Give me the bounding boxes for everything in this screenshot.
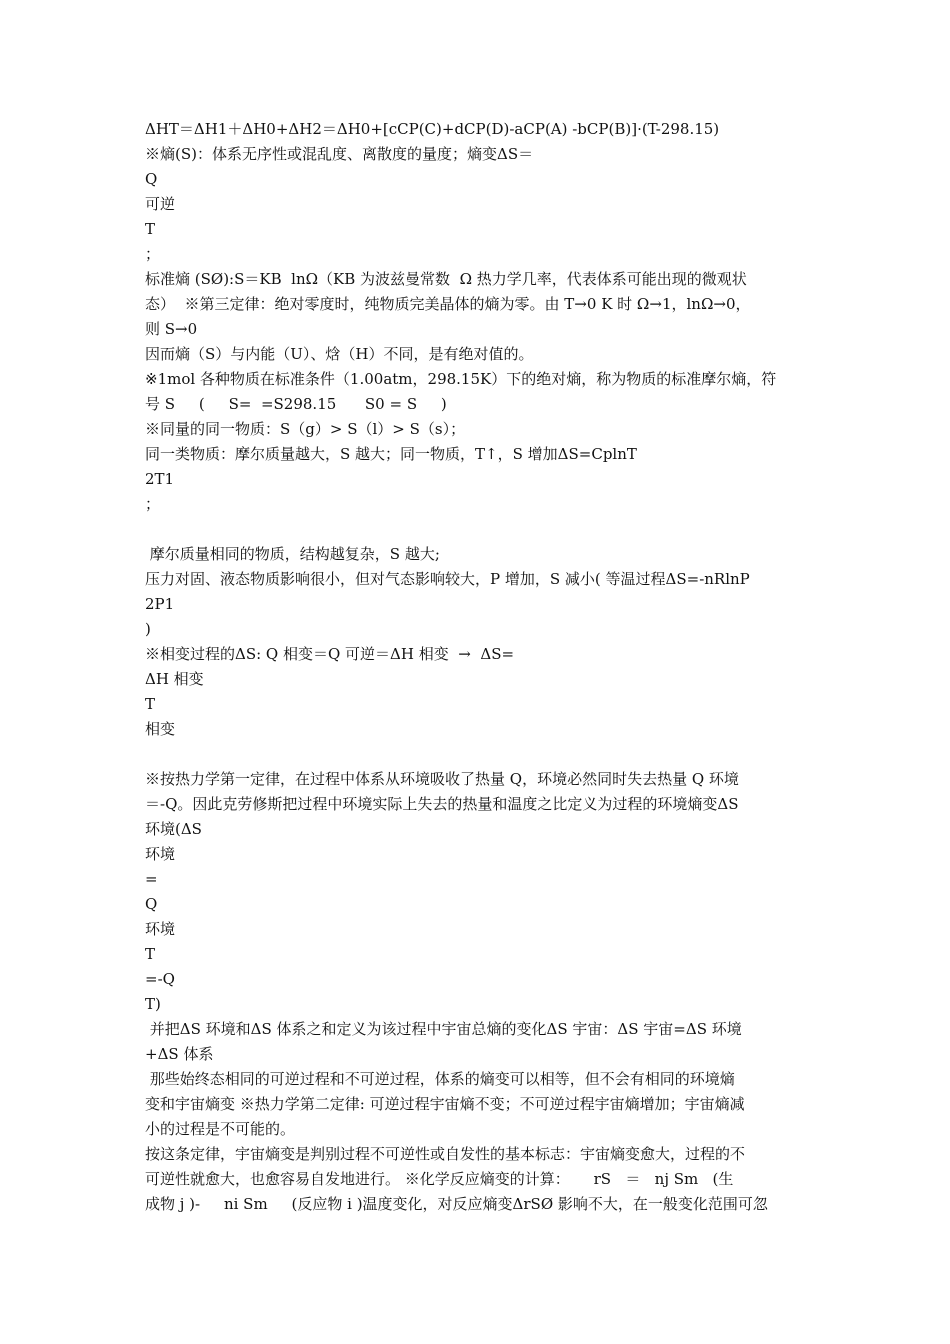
text-line: = — [145, 870, 158, 888]
text-line: +ΔS 体系 — [145, 1045, 214, 1063]
text-line: 压力对固、液态物质影响很小，但对气态影响较大，P 增加，S 减小( 等温过程ΔS=-nRlnP — [145, 570, 750, 588]
text-line: T) — [145, 995, 161, 1013]
paragraph-gap — [145, 742, 810, 767]
text-line: 2T1 — [145, 470, 175, 488]
text-line: 可逆 — [145, 195, 176, 213]
text-line: 同一类物质：摩尔质量越大，S 越大；同一物质，T↑，S 增加ΔS=CplnT — [145, 445, 637, 463]
text-line: ΔH 相变 — [145, 670, 204, 688]
text-line: 小的过程是不可能的。 — [145, 1120, 296, 1138]
text-line: ※按热力学第一定律，在过程中体系从环境吸收了热量 Q，环境必然同时失去热量 Q 环境 — [145, 770, 739, 788]
text-line: 相变 — [145, 720, 176, 738]
text-line: 摩尔质量相同的物质，结构越复杂，S 越大; — [145, 545, 440, 563]
text-line: 并把ΔS 环境和ΔS 体系之和定义为该过程中宇宙总熵的变化ΔS 宇宙：ΔS 宇宙=ΔS 环境 — [145, 1020, 742, 1038]
text-line: T — [145, 695, 156, 713]
text-line: 环境 — [145, 845, 176, 863]
text-line: 那些始终态相同的可逆过程和不可逆过程，体系的熵变可以相等，但不会有相同的环境熵 — [145, 1070, 735, 1088]
text-line: ΔHT＝ΔH1＋ΔH0+ΔH2＝ΔH0+[cCP(C)+dCP(D)-aCP(A) -bCP(B)]·(T-298.15) — [145, 120, 720, 138]
text-line: 变和宇宙熵变 ※热力学第二定律: 可逆过程宇宙熵不变；不可逆过程宇宙熵增加；宇宙熵减 — [145, 1095, 745, 1113]
text-line: ) — [145, 620, 151, 638]
text-line: 态） ※第三定律：绝对零度时，纯物质完美晶体的熵为零。由 T→0 K 时 Ω→1，lnΩ→0， — [145, 295, 751, 313]
text-line: 号 S ( S= =S298.15 S0 = S ) — [145, 395, 447, 413]
text-line: ； — [145, 245, 161, 263]
text-line: Q — [145, 170, 158, 188]
text-line: 因而熵（S）与内能（U）、焓（H）不同，是有绝对值的。 — [145, 345, 534, 363]
text-line: 2P1 — [145, 595, 175, 613]
text-line: 按这条定律，宇宙熵变是判别过程不可逆性或自发性的基本标志：宇宙熵变愈大，过程的不 — [145, 1145, 746, 1163]
text-line: 环境(ΔS — [145, 820, 202, 838]
paragraph-gap — [145, 517, 810, 542]
text-line: ※同量的同一物质：S（g）> S（l）> S（s）； — [145, 420, 466, 438]
text-line: 可逆性就愈大，也愈容易自发地进行。 ※化学反应熵变的计算： rS ＝ nj Sm (生 — [145, 1170, 734, 1188]
text-line: 则 S→0 — [145, 320, 198, 338]
text-line: =-Q — [145, 970, 175, 988]
text-line: 标准熵 (SØ):S＝KB lnΩ（KB 为波兹曼常数 Ω 热力学几率，代表体系可能出现的微观状 — [145, 270, 747, 288]
text-line: T — [145, 945, 156, 963]
text-line: ※1mol 各种物质在标准条件（1.00atm，298.15K）下的绝对熵，称为物质的标准摩尔熵，符 — [145, 370, 777, 388]
text-line: ※熵(S)：体系无序性或混乱度、离散度的量度；熵变ΔS＝ — [145, 145, 534, 163]
text-line: ＝-Q。因此克劳修斯把过程中环境实际上失去的热量和温度之比定义为过程的环境熵变ΔS — [145, 795, 739, 813]
text-line: T — [145, 220, 156, 238]
text-line: ※相变过程的ΔS: Q 相变＝Q 可逆＝ΔH 相变 → ΔS= — [145, 645, 515, 663]
text-line: ； — [145, 495, 161, 513]
text-line: Q — [145, 895, 158, 913]
document-body — [145, 117, 810, 1217]
text-line: 成物 j )- ni Sm (反应物 i )温度变化，对反应熵变ΔrSØ 影响不大，在一般变化范围可忽 — [145, 1195, 768, 1213]
text-line: 环境 — [145, 920, 176, 938]
